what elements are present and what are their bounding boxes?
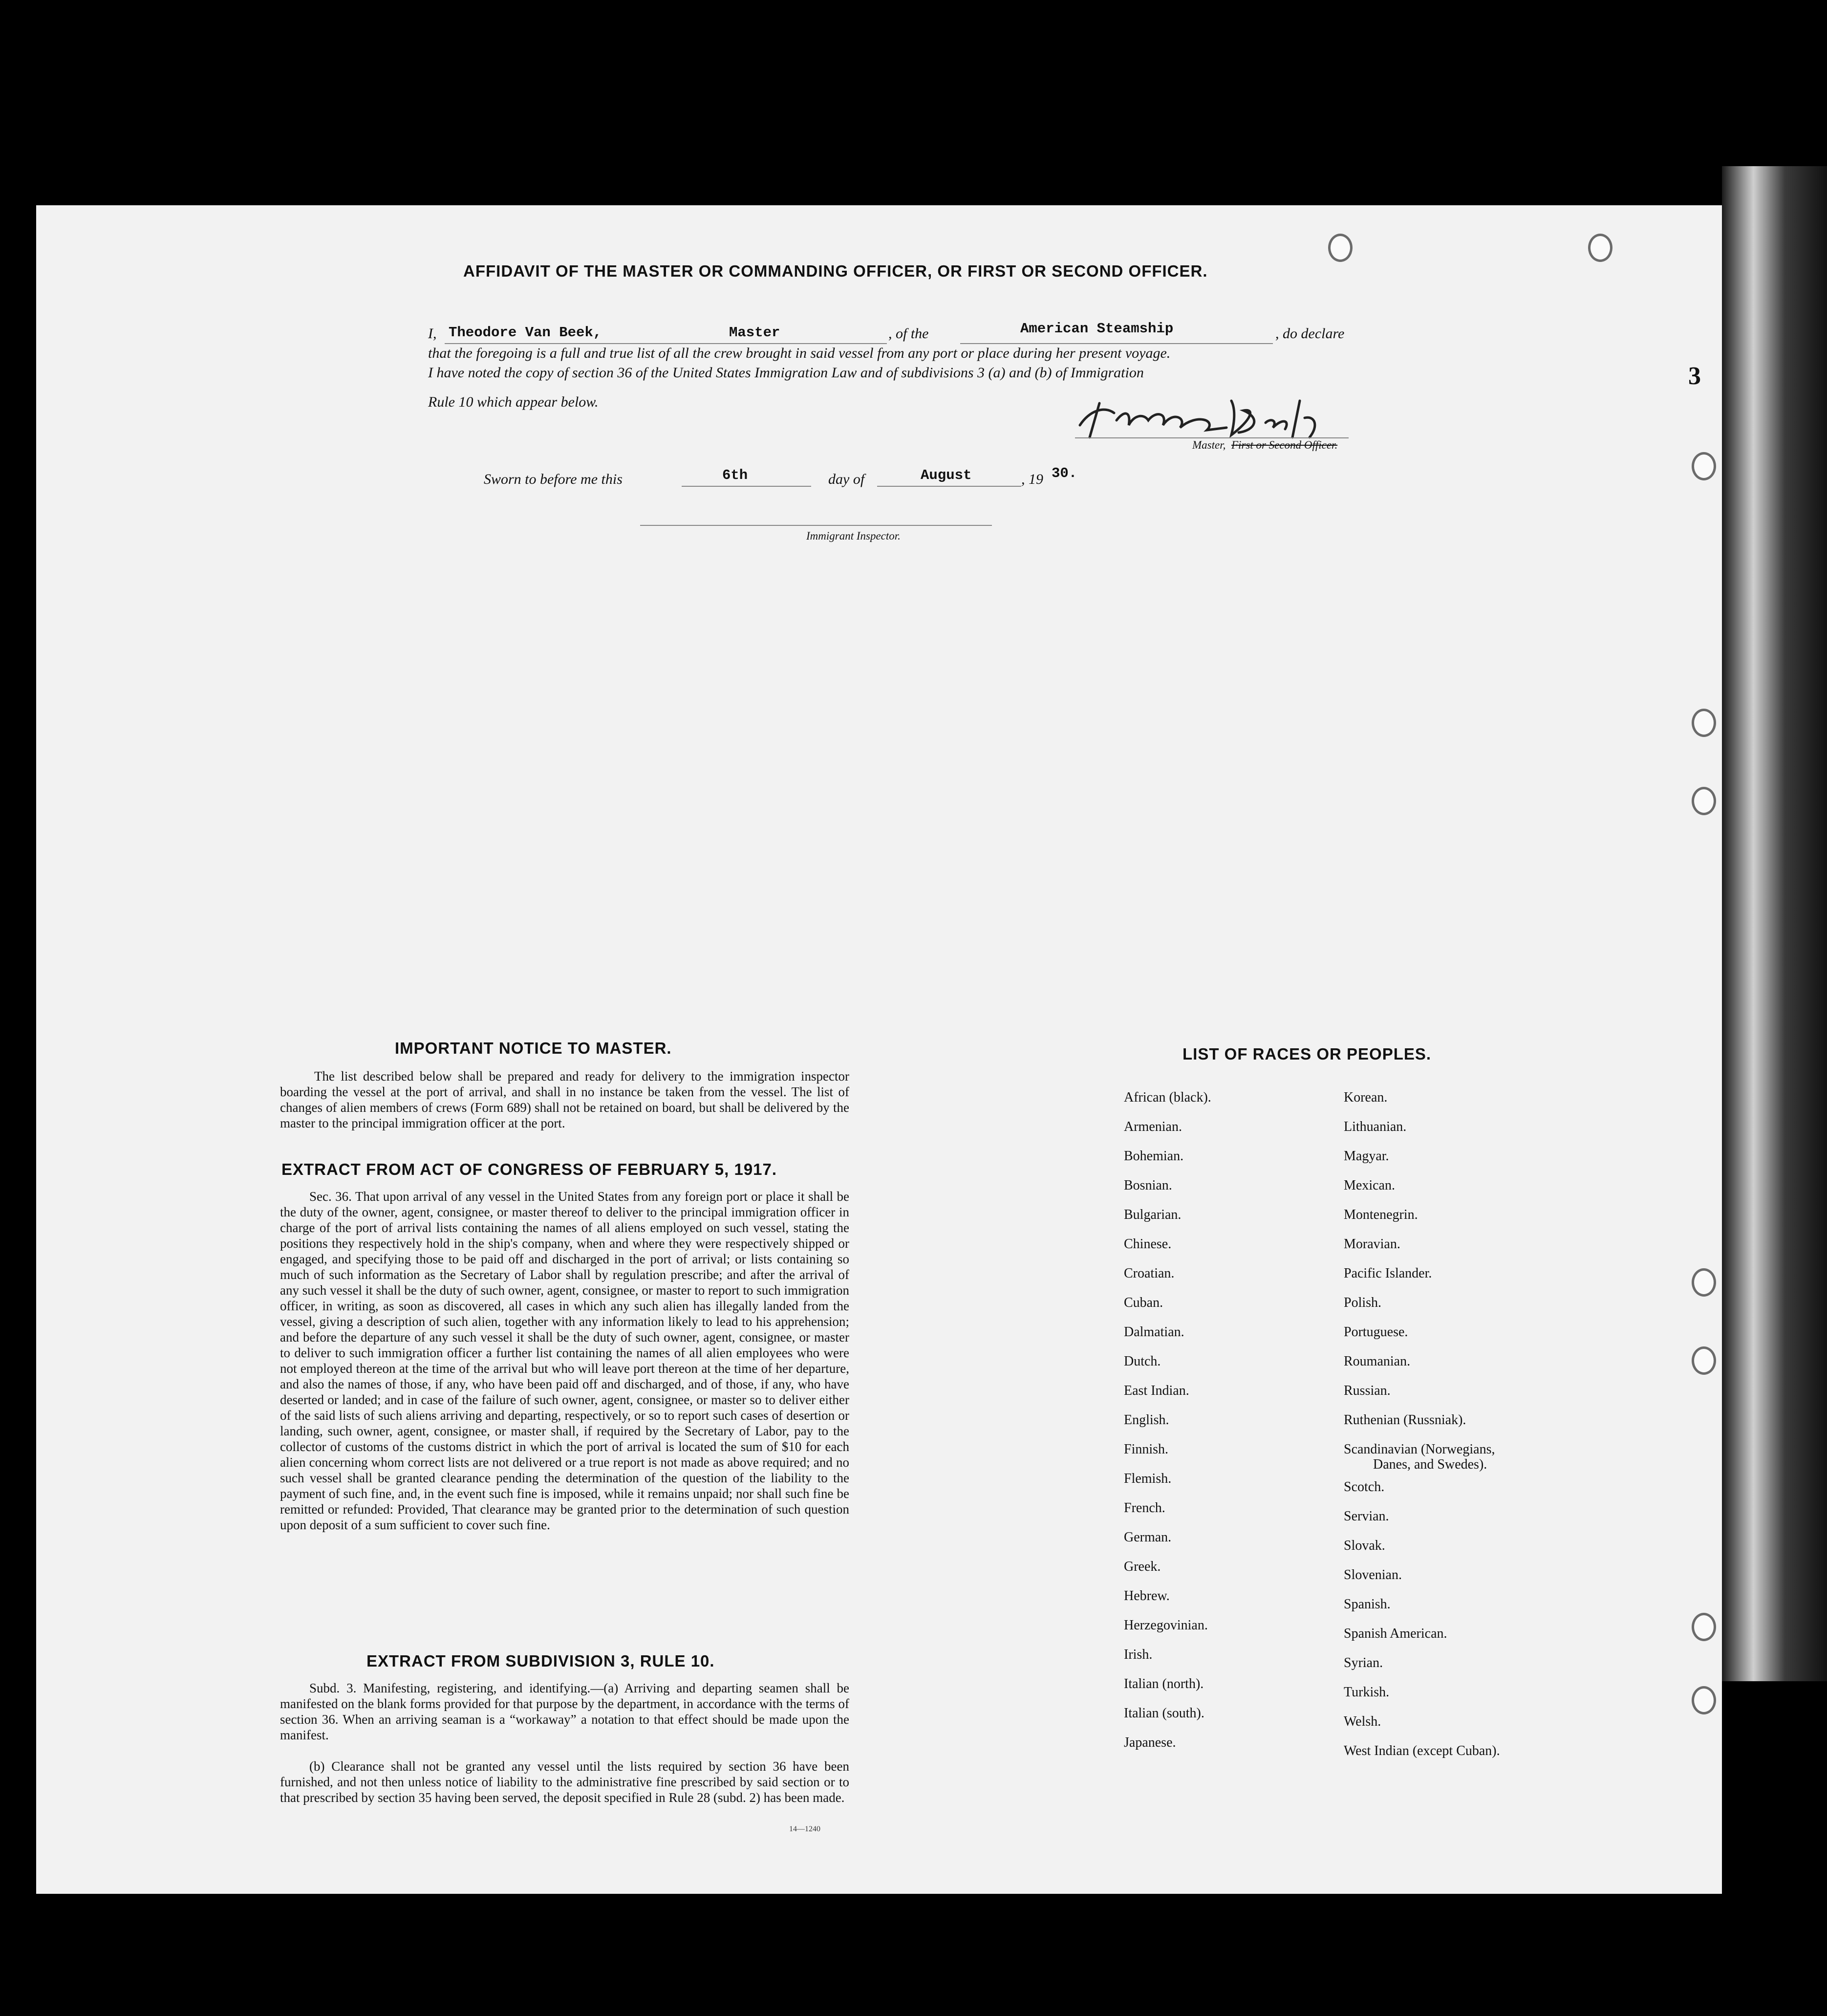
race-item: Polish.	[1344, 1295, 1382, 1310]
race-item: East Indian.	[1124, 1383, 1189, 1398]
extract-act-body: Sec. 36. That upon arrival of any vessel in the United States from any foreign port or place it shall be the duty of the owner, agent, consignee, or master thereof to deliver to the principal immigration officer in charge of the port of arrival lists containing the names of all aliens employed on such vessel, stating the positions they respectively hold in the ship's company, when and where they were respectively shipped or engaged, and specifying those to be paid off and discharged in the port of arrival; or lists containing so much of such information as the Secretary of Labor shall by regulation prescribe; and after the arrival of any such vessel it shall be the duty of such owner, agent, consignee, or master to report to such immigration officer, in writing, as soon as discovered, all cases in which any such alien has illegally landed from the vessel, giving a description of such alien, together with any information likely to lead to his apprehension; and before the departure of any such vessel it shall be the duty of such owner, agent, consignee, or master to deliver to such immigration officer a further list containing the names of all alien employees who were not employed thereon at the time of the arrival but who will leave port thereon at the time of her departure, and also the names of those, if any, who have been paid off and discharged, and of those, if any, who have deserted or landed; and in case of the failure of such owner, agent, consignee, or master so to deliver either of the said lists of such aliens arriving and departing, respectively, or so to report such cases of desertion or landing, such owner, agent, consignee, or master shall, if required by the Secretary of Labor, pay to the collector of customs of the customs district in which the port of arrival is located the sum of $10 for each alien concerning whom correct lists are not delivered or a true report is not made as above required; and no such vessel shall be granted clearance pending the determination of the question of the liability to the payment of such fine, and, in the event such fine is imposed, while it remains unpaid; nor shall such fine be remitted or refunded: Provided, That clearance may be granted prior to the determination of such question upon deposit of a sum sufficient to cover such fine.	[280, 1189, 849, 1532]
race-item: Japanese.	[1124, 1735, 1176, 1750]
race-item: Slovenian.	[1344, 1567, 1402, 1582]
affidavit-line-2: that the foregoing is a full and true list of all the crew brought in said vessel from any port or place during her present voyage.	[428, 345, 1171, 361]
punch-hole-icon	[1692, 1268, 1716, 1297]
vessel-underline	[960, 343, 1273, 344]
races-column-1	[1124, 1083, 1211, 1757]
race-item: Pacific Islander.	[1344, 1266, 1432, 1281]
race-item: Mexican.	[1344, 1178, 1395, 1193]
race-item: English.	[1124, 1412, 1169, 1428]
race-item: Magyar.	[1344, 1149, 1389, 1164]
race-item: Korean.	[1344, 1090, 1388, 1105]
extract-act-title: EXTRACT FROM ACT OF CONGRESS OF FEBRUARY 5, 1917.	[281, 1160, 777, 1178]
race-item: African (black).	[1124, 1090, 1211, 1105]
sworn-month: August	[921, 467, 972, 483]
race-item: Armenian.	[1124, 1119, 1182, 1134]
race-item: Scandinavian (Norwegians,	[1344, 1442, 1495, 1457]
races-title: LIST OF RACES OR PEOPLES.	[1182, 1045, 1432, 1063]
extract-rule-body-b: (b) Clearance shall not be granted any vessel until the lists required by section 36 have been furnished, and not then unless notice of liability to the administrative fine prescribed by said section or to that prescribed by section 35 having been served, the deposit specified in Rule 28 (subd. 2) has been made.	[280, 1759, 849, 1805]
race-item: Syrian.	[1344, 1655, 1383, 1670]
race-item: Dalmatian.	[1124, 1324, 1184, 1340]
signature-caption-struck: First or Second Officer.	[1231, 439, 1338, 451]
affidavit-do-declare: , do declare	[1275, 325, 1345, 342]
punch-hole-icon	[1692, 1686, 1716, 1714]
day-underline	[682, 486, 811, 487]
notice-body: The list described below shall be prepared and ready for delivery to the immigration inspector boarding the vessel at the port of arrival, and shall in no instance be taken from the vessel. The list of changes of alien members of crews (Form 689) shall not be retained on board, but shall be delivered by the master to the principal immigration officer at the port.	[280, 1069, 849, 1130]
punch-hole-icon	[1692, 1613, 1716, 1641]
race-item: Spanish American.	[1344, 1626, 1447, 1641]
race-item: Italian (south).	[1124, 1706, 1204, 1721]
race-item: Greek.	[1124, 1559, 1161, 1574]
race-item: Scotch.	[1344, 1479, 1385, 1495]
extract-rule-title: EXTRACT FROM SUBDIVISION 3, RULE 10.	[366, 1652, 715, 1670]
inspector-line	[640, 525, 992, 526]
race-item: Lithuanian.	[1344, 1119, 1407, 1134]
punch-hole-icon	[1692, 787, 1716, 815]
race-item: Bosnian.	[1124, 1178, 1172, 1193]
signature-caption-master: Master,	[1192, 439, 1226, 451]
punch-hole-icon	[1588, 234, 1612, 262]
race-item: French.	[1124, 1500, 1165, 1516]
race-item: Croatian.	[1124, 1266, 1175, 1281]
race-item: Chinese.	[1124, 1236, 1172, 1252]
extract-rule-body-a: Subd. 3. Manifesting, registering, and identifying.—(a) Arriving and departing seamen shall be manifested on the blank forms provided for that purpose by the department, in accordance with the terms of section 36. When an arriving seaman is a “workaway” a notation to that effect should be made upon the manifest.	[280, 1681, 849, 1742]
race-item: Bulgarian.	[1124, 1207, 1182, 1222]
affidavit-i: I,	[428, 325, 437, 342]
affiant-rank: Master	[729, 325, 780, 341]
name-underline	[445, 343, 887, 344]
race-item: Dutch.	[1124, 1354, 1161, 1369]
sworn-year: 30.	[1052, 465, 1077, 481]
signature-line	[1075, 437, 1349, 438]
affidavit-line-3: I have noted the copy of section 36 of the United States Immigration Law and of subdivisions 3 (a) and (b) of Immigration	[428, 365, 1144, 381]
race-item: Irish.	[1124, 1647, 1153, 1662]
race-item: Welsh.	[1344, 1714, 1381, 1729]
race-item: Flemish.	[1124, 1471, 1172, 1486]
race-item: Danes, and Swedes).	[1373, 1457, 1487, 1472]
race-item: Moravian.	[1344, 1236, 1400, 1252]
month-underline	[877, 486, 1021, 487]
affidavit-title: AFFIDAVIT OF THE MASTER OR COMMANDING OFFICER, OR FIRST OR SECOND OFFICER.	[463, 262, 1208, 280]
vessel-type: American Steamship	[1020, 321, 1174, 337]
punch-hole-icon	[1692, 709, 1716, 737]
race-item: Hebrew.	[1124, 1588, 1170, 1604]
affiant-name: Theodore Van Beek,	[449, 325, 602, 341]
punch-hole-icon	[1328, 234, 1353, 262]
race-item: Russian.	[1344, 1383, 1391, 1398]
year-prefix: , 19	[1021, 471, 1043, 487]
race-item: West Indian (except Cuban).	[1344, 1743, 1500, 1758]
race-item: Herzegovinian.	[1124, 1618, 1208, 1633]
race-item: Cuban.	[1124, 1295, 1163, 1310]
race-item: Montenegrin.	[1344, 1207, 1418, 1222]
race-item: Slovak.	[1344, 1538, 1385, 1553]
page-number: 3	[1688, 362, 1701, 390]
day-of-label: day of	[828, 471, 865, 487]
binding-edge	[1722, 166, 1827, 1681]
punch-hole-icon	[1692, 452, 1716, 480]
race-item: Turkish.	[1344, 1685, 1390, 1700]
race-item: Roumanian.	[1344, 1354, 1411, 1369]
race-item: Ruthenian (Russniak).	[1344, 1412, 1466, 1428]
sworn-label: Sworn to before me this	[484, 471, 623, 487]
race-item: Italian (north).	[1124, 1676, 1204, 1691]
inspector-label: Immigrant Inspector.	[806, 530, 901, 542]
race-item: Portuguese.	[1344, 1324, 1408, 1340]
form-number: 14—1240	[789, 1825, 820, 1833]
notice-title: IMPORTANT NOTICE TO MASTER.	[395, 1039, 672, 1057]
race-item: Spanish.	[1344, 1597, 1391, 1612]
race-item: Servian.	[1344, 1509, 1389, 1524]
races-column-2	[1344, 1083, 1500, 1766]
race-item: Finnish.	[1124, 1442, 1169, 1457]
signature	[1070, 391, 1344, 445]
race-item: German.	[1124, 1530, 1172, 1545]
affidavit-line-4: Rule 10 which appear below.	[428, 394, 599, 410]
sworn-day: 6th	[722, 467, 748, 483]
punch-hole-icon	[1692, 1346, 1716, 1375]
affidavit-of-the: , of the	[888, 325, 929, 342]
race-item: Bohemian.	[1124, 1149, 1184, 1164]
